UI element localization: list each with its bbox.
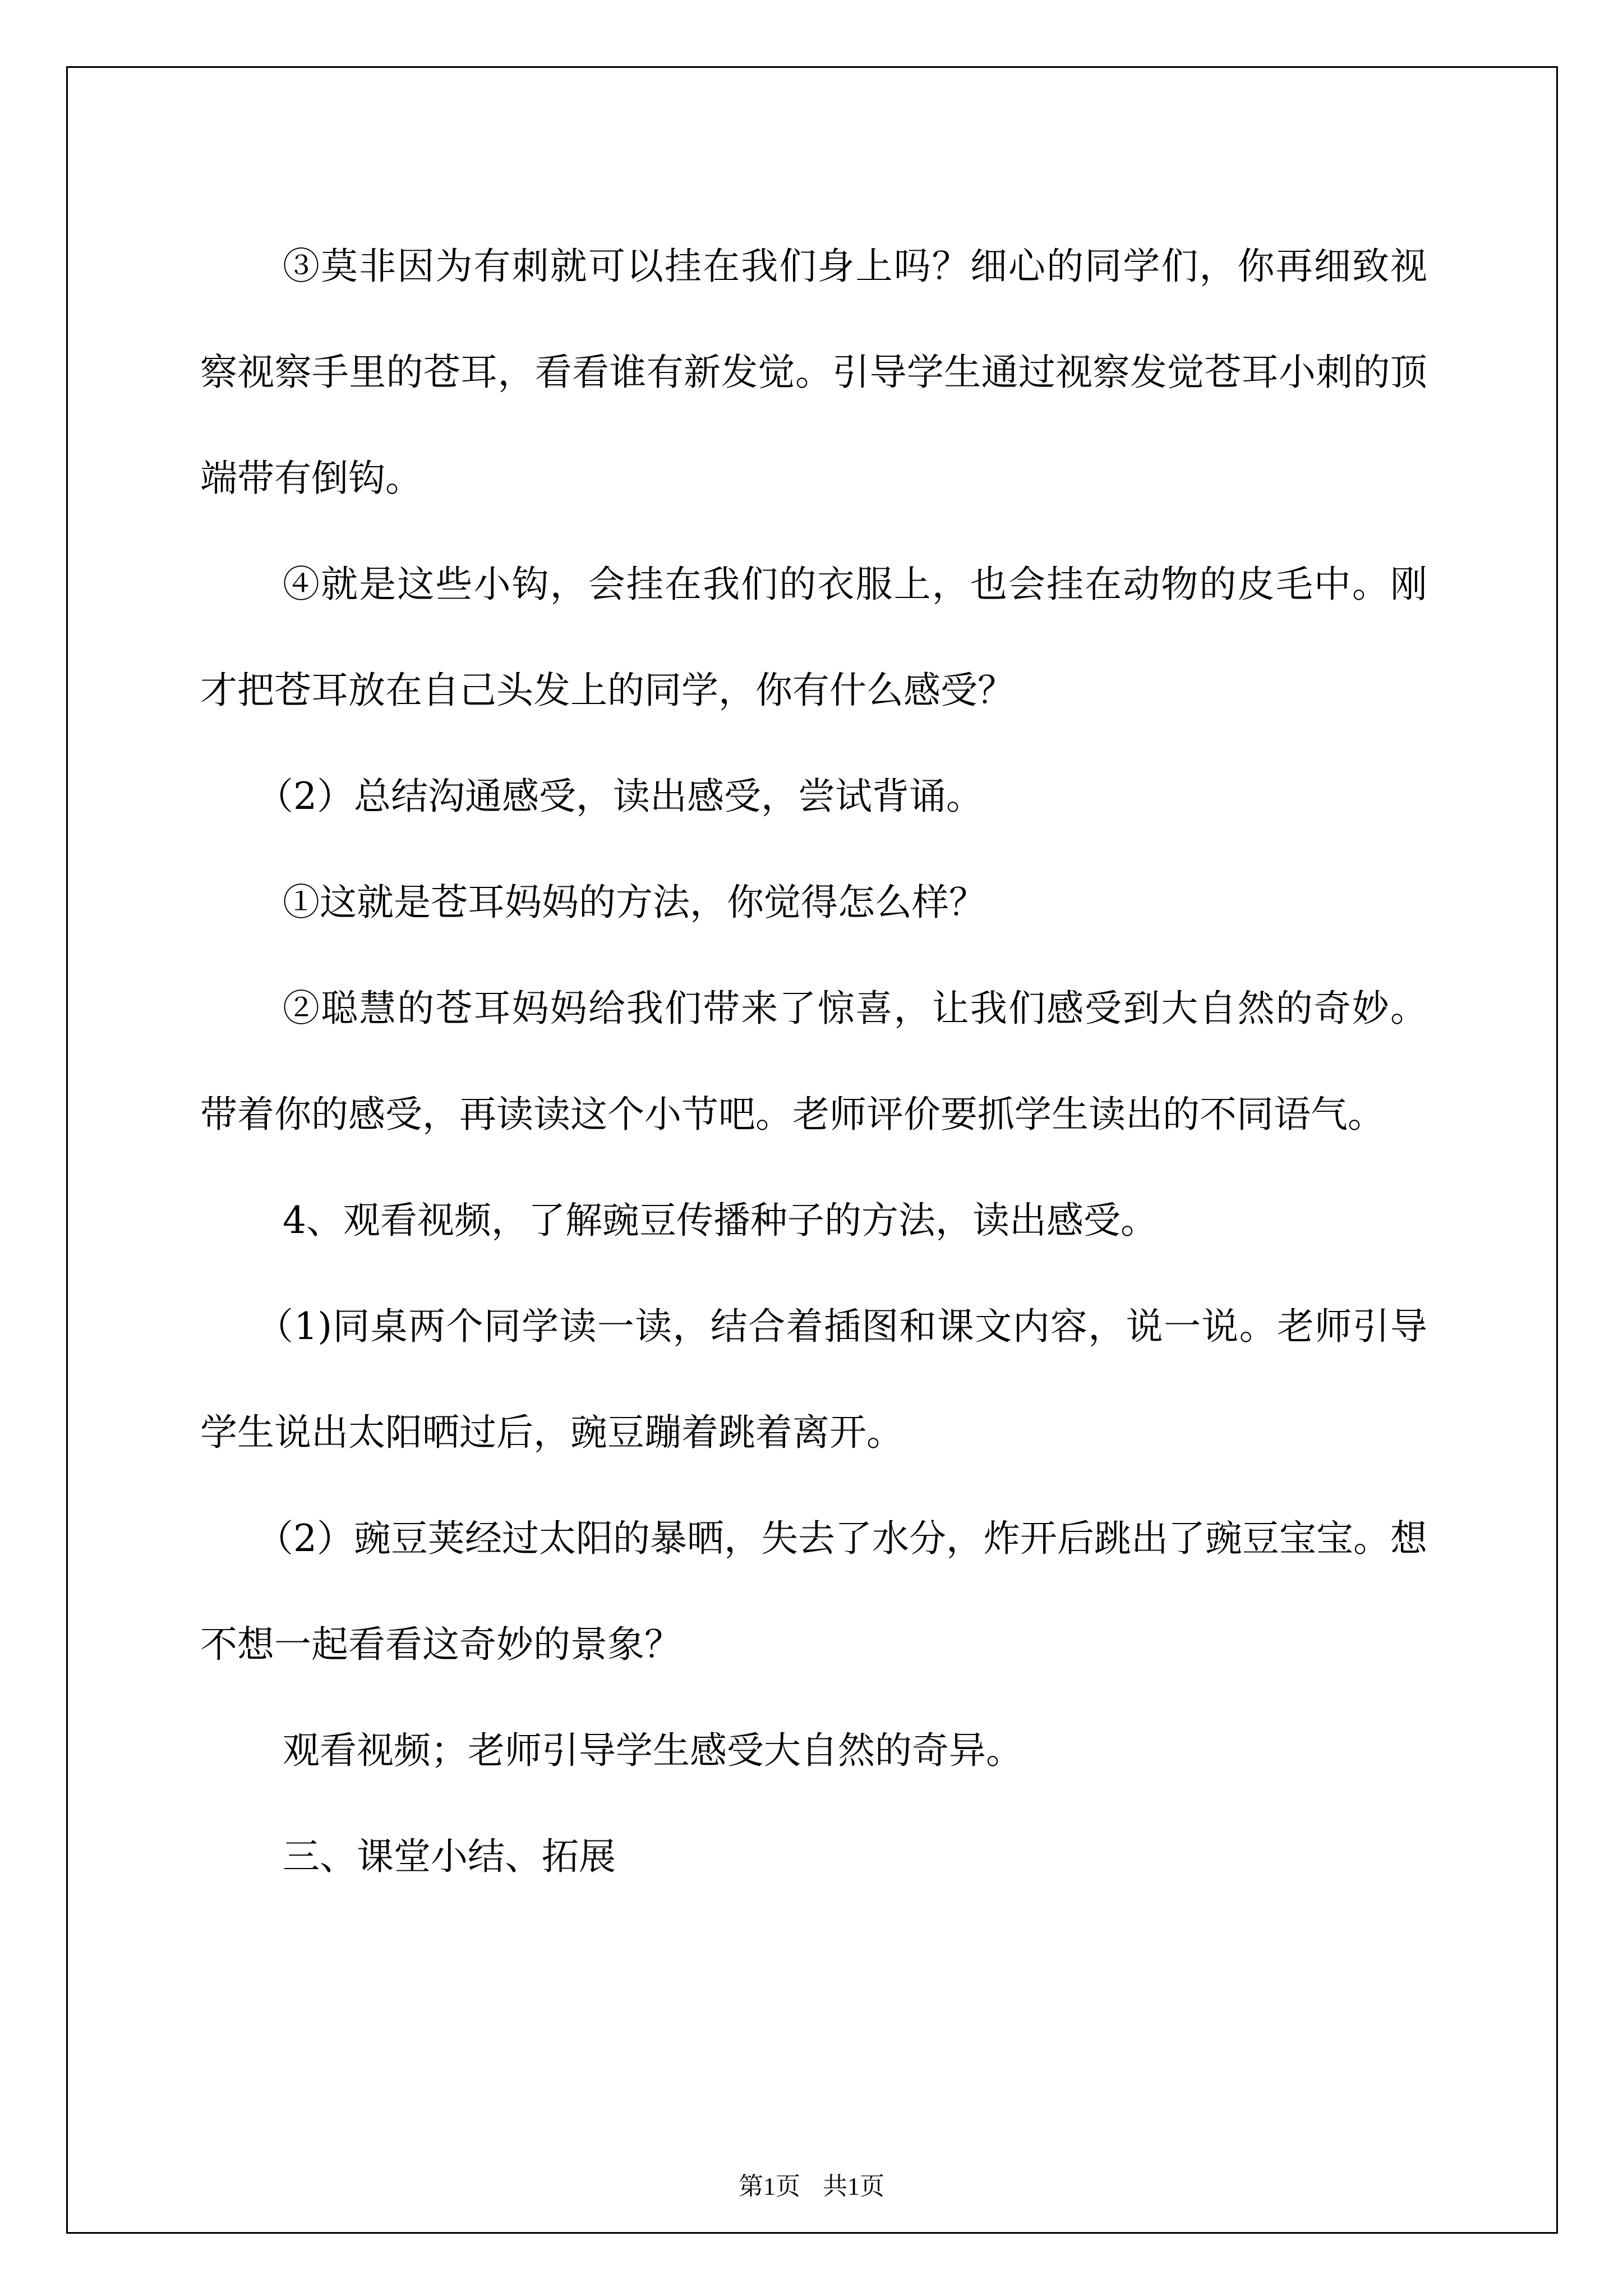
- paragraph-3: （2）总结沟通感受，读出感受，尝试背诵。: [256, 775, 983, 818]
- paragraph-6: 4、观看视频，了解豌豆传播种子的方法，读出感受。: [283, 1199, 1158, 1242]
- paragraph-2: ④就是这些小钩，会挂在我们的衣服上，也会挂在动物的皮毛中。刚才把苍耳放在自己头发上的同学，你有什么感受？: [200, 563, 1427, 712]
- paragraph-1: ③莫非因为有刺就可以挂在我们身上吗？细心的同学们，你再细致视察视察手里的苍耳，看看谁有新发觉。引导学生通过视察发觉苍耳小刺的顶端带有倒钩。: [200, 245, 1427, 500]
- paragraph-4: ①这就是苍耳妈妈的方法，你觉得怎么样？: [283, 881, 986, 924]
- paragraph-7: （1)同桌两个同学读一读，结合着插图和课文内容，说一说。老师引导学生说出太阳晒过后，豌豆蹦着跳着离开。: [200, 1305, 1427, 1454]
- page-number: 第1页: [739, 2173, 800, 2200]
- paragraph-10: 三、课堂小结、拓展: [283, 1835, 616, 1878]
- page-footer: [0, 2170, 1623, 2203]
- paragraph-9: 观看视频；老师引导学生感受大自然的奇异。: [283, 1729, 1023, 1772]
- paragraph-8: （2）豌豆荚经过太阳的暴晒，失去了水分，炸开后跳出了豌豆宝宝。想不想一起看看这奇妙的景象？: [200, 1517, 1427, 1666]
- document-body: [200, 213, 1427, 1910]
- paragraph-5: ②聪慧的苍耳妈妈给我们带来了惊喜，让我们感受到大自然的奇妙。带着你的感受，再读读这个小节吧。老师评价要抓学生读出的不同语气。: [200, 987, 1427, 1136]
- page-total: 共1页: [823, 2173, 884, 2200]
